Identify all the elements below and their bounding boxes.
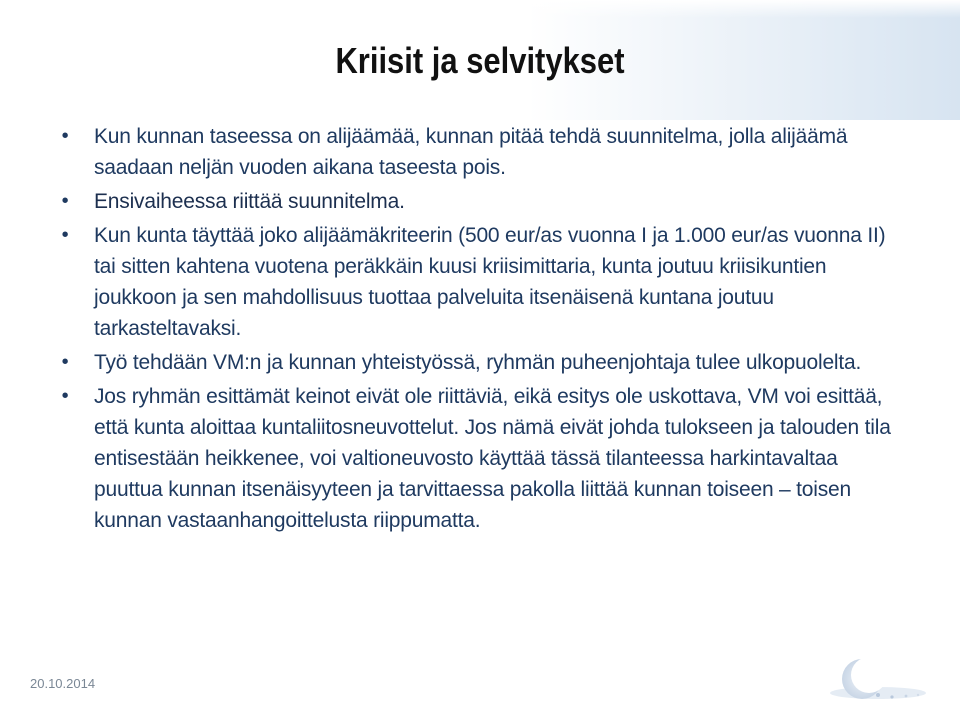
bullet-item <box>58 220 908 344</box>
bullet-item <box>58 121 908 183</box>
bullet-item <box>58 381 908 536</box>
bullet-text: Jos ryhmän esittämät keinot eivät ole riittäviä, eikä esitys ole uskottava, VM voi esittää, että kunta aloittaa kuntaliitosneuvottelut. Jos nämä eivät johda tulokseen ja talouden tila entisestään heikkenee, voi valtioneuvosto käyttää tässä tilanteessa harkintavaltaa puuttua kunnan itsenäisyyteen ja tarvittaessa pakolla liittää kunnan toiseen – toisen kunnan vastaanhangoittelusta riippumatta. <box>94 385 891 532</box>
crescent-moon-logo-icon <box>818 655 930 703</box>
bullet-text: Kun kunnan taseessa on alijäämää, kunnan pitää tehdä suunnitelma, jolla alijäämä saadaan neljän vuoden aikana taseesta pois. <box>94 125 848 179</box>
slide-content <box>58 121 908 539</box>
slide-title: Kriisit ja selvitykset <box>335 40 625 81</box>
bullet-icon: • <box>61 385 69 407</box>
bullet-icon: • <box>61 190 69 212</box>
bullet-icon: • <box>61 351 69 373</box>
bullet-text: Kun kunta täyttää joko alijäämäkriteerin (500 eur/as vuonna I ja 1.000 eur/as vuonna II) tai sitten kahtena vuotena peräkkäin kuusi kriisimittaria, kunta joutuu kriisikuntien joukkoon ja sen mahdollisuus tuottaa palveluita itsenäisenä kuntana joutuu tarkasteltavaksi. <box>94 224 886 340</box>
bullet-icon: • <box>61 224 69 246</box>
footer-date: 20.10.2014 <box>30 676 96 691</box>
bullet-item <box>58 186 908 217</box>
bullet-icon: • <box>61 125 69 147</box>
bullet-text: Työ tehdään VM:n ja kunnan yhteistyössä, ryhmän puheenjohtaja tulee ulkopuolelta. <box>94 351 862 374</box>
bullet-list <box>58 121 908 536</box>
bullet-item <box>58 347 908 378</box>
bullet-text: Ensivaiheessa riittää suunnitelma. <box>94 190 405 213</box>
